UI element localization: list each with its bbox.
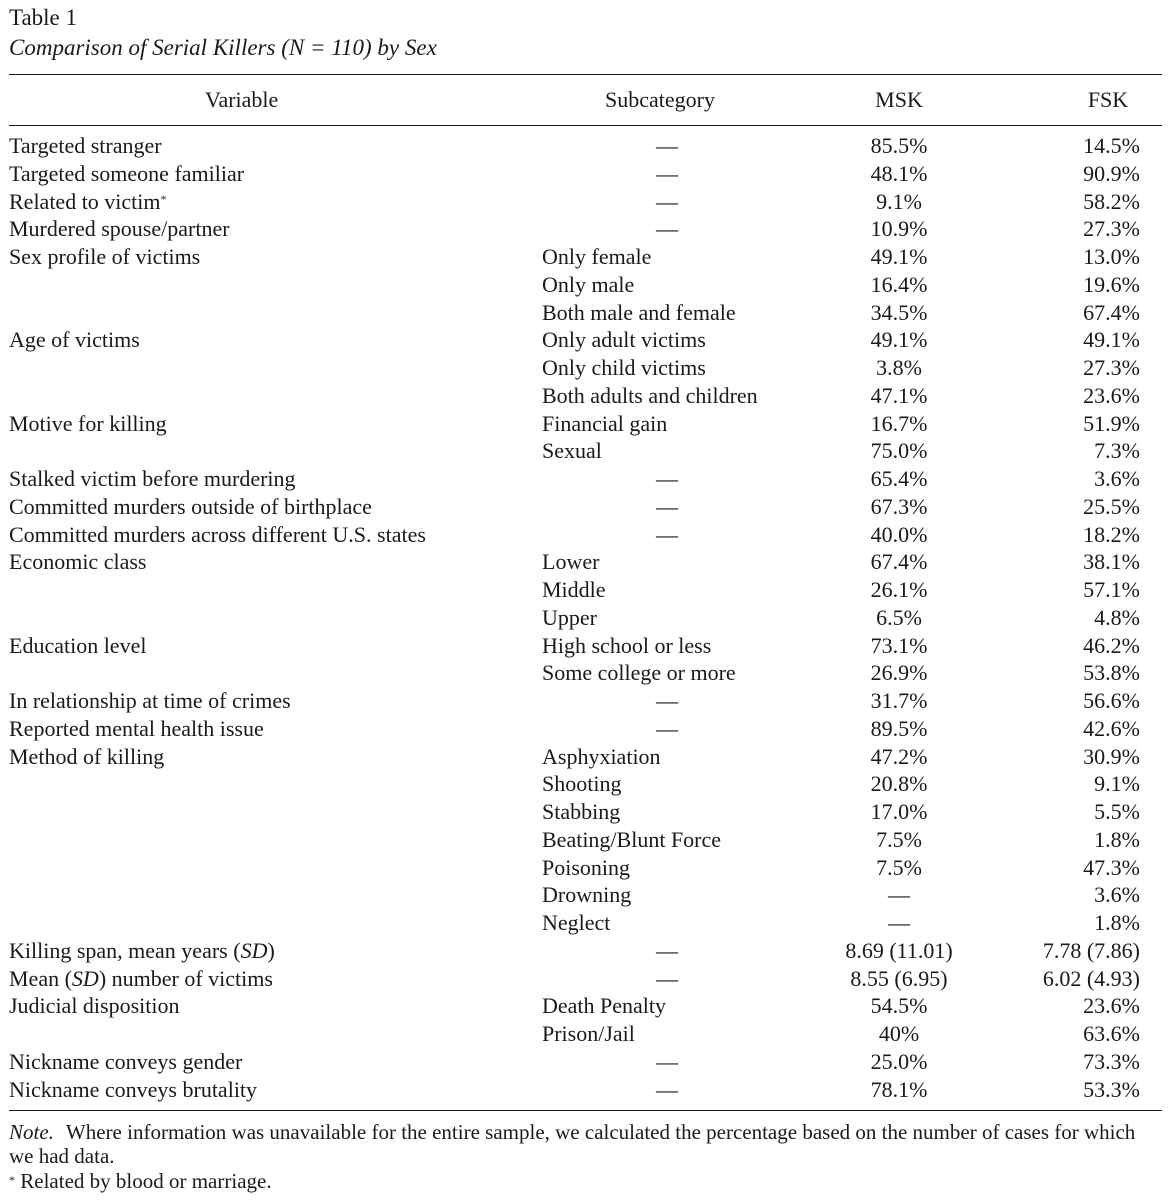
variable-text: Motive for killing xyxy=(9,410,167,436)
cell-msk: 75.0% xyxy=(870,438,928,464)
variable-tail: ) xyxy=(267,937,275,963)
cell-subcategory: — xyxy=(656,188,678,214)
cell-variable xyxy=(9,743,164,771)
cell-subcategory: Both adults and children xyxy=(542,382,758,408)
cell-fsk: 67.4% xyxy=(1083,299,1140,325)
cell-variable xyxy=(9,632,146,660)
cell-msk: 7.5% xyxy=(876,854,922,880)
table-row xyxy=(9,299,1162,327)
cell-subcategory: Poisoning xyxy=(542,854,631,880)
cell-fsk: 53.3% xyxy=(1083,1076,1140,1102)
cell-fsk: 27.3% xyxy=(1083,216,1140,242)
table-row xyxy=(9,215,1162,243)
cell-variable xyxy=(9,160,244,188)
variable-emphasis: SD xyxy=(240,937,268,963)
table-row xyxy=(9,188,1162,216)
header-msk: MSK xyxy=(875,87,923,112)
cell-msk: 8.69 (11.01) xyxy=(845,937,953,963)
cell-fsk: 5.5% xyxy=(1094,799,1140,824)
cell-subcategory: — xyxy=(656,1048,678,1074)
table-row xyxy=(9,548,1162,576)
cell-variable xyxy=(9,1076,257,1104)
table-row xyxy=(9,465,1162,493)
cell-variable xyxy=(9,937,275,965)
cell-fsk: 58.2% xyxy=(1083,188,1140,214)
cell-msk: 6.5% xyxy=(876,604,922,630)
cell-msk: 67.3% xyxy=(870,493,928,519)
table-row xyxy=(9,1048,1162,1076)
cell-msk: 67.4% xyxy=(870,549,928,575)
cell-fsk: 13.0% xyxy=(1083,244,1140,269)
cell-subcategory: Both male and female xyxy=(542,299,736,325)
note-label: Note. xyxy=(9,1120,54,1145)
cell-variable xyxy=(9,1048,242,1076)
table-footnote xyxy=(9,1168,1162,1194)
cell-msk: 54.5% xyxy=(870,993,928,1019)
table-row xyxy=(9,798,1162,826)
cell-fsk: 56.6% xyxy=(1083,688,1140,713)
table-row xyxy=(9,243,1162,271)
cell-subcategory: Drowning xyxy=(542,882,632,908)
cell-msk: 49.1% xyxy=(870,244,928,269)
table-row xyxy=(9,604,1162,632)
cell-msk: 89.5% xyxy=(870,715,928,741)
variable-text: Stalked victim before murdering xyxy=(9,466,296,491)
variable-text: Nickname conveys brutality xyxy=(9,1076,258,1102)
table-row xyxy=(9,854,1162,882)
variable-text: Related to victim xyxy=(9,188,161,214)
table-row xyxy=(9,1020,1162,1048)
table-row xyxy=(9,826,1162,854)
variable-text: Nickname conveys gender xyxy=(9,1048,243,1074)
cell-subcategory: Prison/Jail xyxy=(542,1021,635,1046)
footnote-text: Related by blood or marriage. xyxy=(15,1169,272,1194)
table-row xyxy=(9,909,1162,937)
table-row xyxy=(9,132,1162,160)
cell-msk: 49.1% xyxy=(870,327,928,353)
table-row xyxy=(9,715,1162,743)
table-row xyxy=(9,160,1162,188)
cell-variable xyxy=(9,521,426,549)
variable-text: Committed murders across different U.S. states xyxy=(9,521,426,547)
cell-subcategory: Middle xyxy=(542,577,606,602)
cell-subcategory: — xyxy=(656,715,678,741)
cell-fsk: 49.1% xyxy=(1083,327,1140,353)
cell-subcategory: Shooting xyxy=(542,771,622,797)
cell-fsk: 18.2% xyxy=(1083,521,1140,547)
table-header-row xyxy=(9,75,1162,125)
cell-subcategory: Beating/Blunt Force xyxy=(542,826,722,852)
cell-fsk: 57.1% xyxy=(1083,577,1140,602)
cell-fsk: 25.5% xyxy=(1083,493,1140,519)
variable-text: Targeted stranger xyxy=(9,133,162,158)
variable-text: Judicial disposition xyxy=(9,993,180,1019)
cell-msk: 40% xyxy=(878,1021,920,1046)
cell-subcategory: Death Penalty xyxy=(542,993,667,1019)
cell-subcategory: Neglect xyxy=(542,910,611,935)
cell-variable xyxy=(9,548,146,576)
cell-fsk: 4.8% xyxy=(1094,604,1140,630)
cell-msk: 48.1% xyxy=(870,160,928,186)
cell-msk: 78.1% xyxy=(870,1076,928,1102)
table-row xyxy=(9,965,1162,993)
cell-subcategory: — xyxy=(656,466,678,491)
footnote-mark: * xyxy=(9,1173,15,1188)
table-row xyxy=(9,437,1162,465)
cell-subcategory: — xyxy=(656,937,678,963)
table-row xyxy=(9,632,1162,660)
cell-msk: 34.5% xyxy=(870,299,928,325)
cell-subcategory: Asphyxiation xyxy=(542,743,661,769)
cell-fsk: 1.8% xyxy=(1094,826,1140,852)
cell-variable xyxy=(9,715,264,743)
cell-msk: 40.0% xyxy=(870,521,928,547)
cell-fsk: 1.8% xyxy=(1094,910,1140,935)
cell-variable xyxy=(9,493,372,521)
cell-fsk: 47.3% xyxy=(1083,854,1140,880)
variable-text: Sex profile of victims xyxy=(9,244,201,269)
header-variable: Variable xyxy=(205,87,279,112)
cell-subcategory: Lower xyxy=(542,549,600,575)
variable-text: Targeted someone familiar xyxy=(9,160,245,186)
cell-msk: 47.1% xyxy=(870,382,928,408)
variable-text: Committed murders outside of birthplace xyxy=(9,493,372,519)
cell-variable xyxy=(9,992,180,1020)
cell-msk: 47.2% xyxy=(870,743,928,769)
cell-variable xyxy=(9,215,230,243)
cell-msk: 3.8% xyxy=(876,355,922,380)
cell-msk: 8.55 (6.95) xyxy=(850,965,948,991)
note-text: Where information was unavailable for the entire sample, we calculated the percentage based on the number of cases for which we had data. xyxy=(9,1120,1136,1169)
cell-msk: 26.9% xyxy=(870,660,928,686)
cell-msk: 31.7% xyxy=(870,688,928,713)
cell-subcategory: Only female xyxy=(542,244,652,269)
cell-subcategory: — xyxy=(656,160,678,186)
cell-fsk: 51.9% xyxy=(1083,410,1140,436)
cell-variable xyxy=(9,687,291,715)
variable-text: Education level xyxy=(9,632,147,658)
variable-text: In relationship at time of crimes xyxy=(9,688,291,713)
cell-variable xyxy=(9,465,296,493)
table-row xyxy=(9,326,1162,354)
cell-msk: 7.5% xyxy=(876,826,922,852)
table-row xyxy=(9,992,1162,1020)
variable-text: Economic class xyxy=(9,549,147,575)
table-row xyxy=(9,881,1162,909)
cell-subcategory: — xyxy=(656,1076,678,1102)
table-row xyxy=(9,576,1162,604)
cell-subcategory: Only adult victims xyxy=(542,327,706,353)
cell-fsk: 19.6% xyxy=(1083,271,1140,297)
cell-fsk: 42.6% xyxy=(1083,715,1140,741)
cell-msk: 73.1% xyxy=(870,632,928,658)
table-row xyxy=(9,1076,1162,1104)
table-body xyxy=(9,126,1162,1110)
cell-fsk: 6.02 (4.93) xyxy=(1042,965,1140,991)
header-subcategory: Subcategory xyxy=(605,87,715,112)
cell-msk: 25.0% xyxy=(870,1048,928,1074)
bottom-rule xyxy=(9,1110,1162,1111)
table-row xyxy=(9,770,1162,798)
table-row xyxy=(9,743,1162,771)
cell-msk: 9.1% xyxy=(876,188,922,214)
table-row xyxy=(9,521,1162,549)
cell-msk: 20.8% xyxy=(870,771,928,797)
cell-fsk: 63.6% xyxy=(1083,1021,1140,1046)
cell-fsk: 38.1% xyxy=(1083,549,1140,575)
cell-fsk: 3.6% xyxy=(1094,882,1140,908)
cell-subcategory: Sexual xyxy=(542,438,602,464)
table-row xyxy=(9,493,1162,521)
header-fsk: FSK xyxy=(1087,87,1129,112)
cell-fsk: 53.8% xyxy=(1083,660,1140,686)
cell-subcategory: Financial gain xyxy=(542,410,668,436)
table-row xyxy=(9,271,1162,299)
cell-fsk: 7.78 (7.86) xyxy=(1042,937,1140,963)
cell-subcategory: — xyxy=(656,688,678,713)
table-caption: Comparison of Serial Killers (N = 110) by Sex xyxy=(9,35,437,60)
cell-subcategory: Some college or more xyxy=(542,660,736,686)
cell-subcategory: Only child victims xyxy=(542,355,706,380)
variable-text: Method of killing xyxy=(9,743,165,769)
cell-variable xyxy=(9,326,140,354)
table-row xyxy=(9,382,1162,410)
cell-variable xyxy=(9,243,200,271)
cell-fsk: 90.9% xyxy=(1083,160,1140,186)
cell-fsk: 9.1% xyxy=(1094,771,1140,797)
table-row xyxy=(9,354,1162,382)
cell-subcategory: Stabbing xyxy=(542,799,621,824)
cell-fsk: 23.6% xyxy=(1083,993,1140,1019)
cell-fsk: 46.2% xyxy=(1083,632,1140,658)
cell-subcategory: Upper xyxy=(542,604,597,630)
table-row xyxy=(9,937,1162,965)
variable-text: Age of victims xyxy=(9,327,140,353)
cell-msk: — xyxy=(888,910,910,935)
table-row xyxy=(9,687,1162,715)
cell-msk: 85.5% xyxy=(870,133,928,158)
footnote-marker: * xyxy=(160,191,167,206)
table-note xyxy=(9,1120,1162,1168)
table-row xyxy=(9,410,1162,438)
cell-subcategory: Only male xyxy=(542,271,635,297)
cell-variable xyxy=(9,132,162,160)
cell-fsk: 3.6% xyxy=(1094,466,1140,491)
cell-fsk: 73.3% xyxy=(1083,1048,1140,1074)
cell-variable xyxy=(9,410,167,438)
cell-fsk: 30.9% xyxy=(1083,743,1140,769)
cell-fsk: 27.3% xyxy=(1083,355,1140,380)
variable-tail: ) number of victims xyxy=(98,965,273,991)
variable-text: Killing span, mean years ( xyxy=(9,937,241,963)
variable-emphasis: SD xyxy=(71,965,99,991)
cell-subcategory: High school or less xyxy=(542,632,712,658)
cell-msk: 16.7% xyxy=(870,410,928,436)
table-container xyxy=(9,4,1162,1194)
cell-variable xyxy=(9,965,273,993)
cell-subcategory: — xyxy=(656,521,678,547)
table-row xyxy=(9,659,1162,687)
cell-fsk: 7.3% xyxy=(1094,438,1140,464)
cell-msk: 16.4% xyxy=(870,271,928,297)
cell-msk: 10.9% xyxy=(870,216,928,242)
variable-text: Reported mental health issue xyxy=(9,715,264,741)
cell-subcategory: — xyxy=(656,965,678,991)
cell-msk: — xyxy=(888,882,910,908)
variable-text: Murdered spouse/partner xyxy=(9,216,230,242)
cell-subcategory: — xyxy=(656,493,678,519)
cell-fsk: 14.5% xyxy=(1083,133,1140,158)
cell-msk: 17.0% xyxy=(870,799,928,824)
cell-subcategory: — xyxy=(656,133,678,158)
cell-fsk: 23.6% xyxy=(1083,382,1140,408)
table-label: Table 1 xyxy=(9,5,78,30)
cell-subcategory: — xyxy=(656,216,678,242)
variable-text: Mean ( xyxy=(9,965,72,991)
cell-variable xyxy=(9,188,167,216)
cell-msk: 26.1% xyxy=(870,577,928,602)
cell-msk: 65.4% xyxy=(870,466,928,491)
